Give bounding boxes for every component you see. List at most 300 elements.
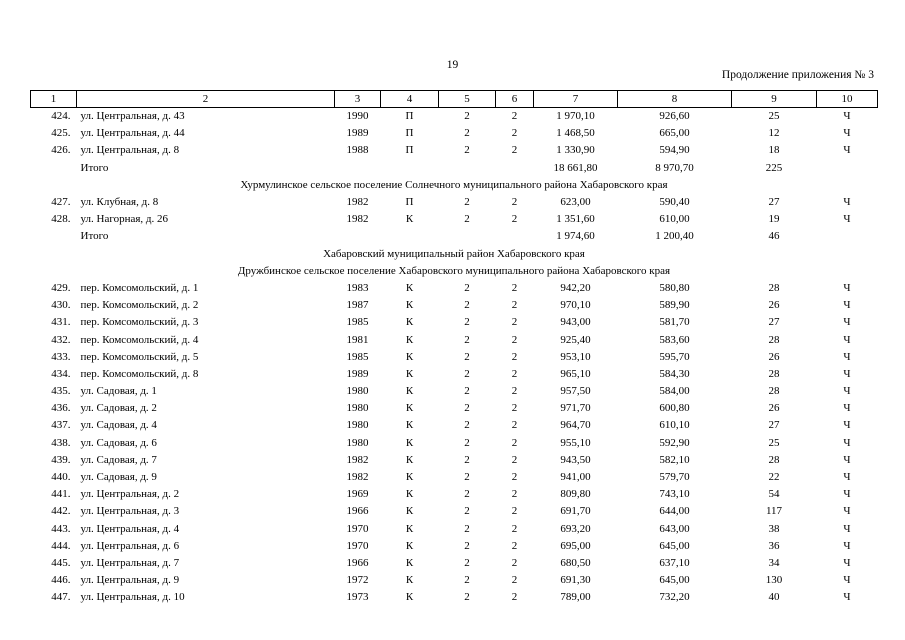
table-cell: пер. Комсомольский, д. 4 — [80, 333, 199, 346]
table-cell: 2 — [511, 591, 518, 604]
table-cell — [381, 160, 439, 177]
table-row — [31, 383, 878, 400]
table-cell: 18 — [768, 144, 780, 157]
table-cell: 442. — [51, 505, 71, 518]
table-cell: 34 — [768, 556, 780, 569]
table-cell: 2 — [464, 281, 470, 294]
table-cell: 54 — [768, 488, 780, 501]
table-cell: 2 — [464, 539, 470, 552]
table-cell: 2 — [464, 316, 470, 329]
table-row — [31, 280, 878, 297]
table-row — [31, 589, 878, 606]
table-row — [31, 435, 878, 452]
table-cell: 428. — [51, 213, 71, 226]
table-cell: 2 — [511, 144, 518, 157]
column-header: 9 — [732, 91, 817, 108]
table-row — [31, 452, 878, 469]
table-cell: Ч — [843, 385, 851, 398]
table-cell: 623,00 — [560, 196, 591, 209]
table-cell: 942,20 — [560, 281, 591, 294]
table-cell: 429. — [51, 281, 71, 294]
table-cell: 2 — [511, 471, 518, 484]
table-cell: 447. — [51, 591, 71, 604]
table-cell: 665,00 — [659, 127, 690, 140]
table-cell: ул. Садовая, д. 4 — [80, 419, 157, 432]
table-cell: 2 — [511, 402, 518, 415]
table-cell: ул. Центральная, д. 9 — [80, 574, 180, 587]
table-cell: Ч — [843, 505, 851, 518]
table-cell: 1982 — [346, 196, 369, 209]
table-cell: 8 970,70 — [655, 161, 694, 174]
section-heading-row — [31, 177, 878, 194]
table-cell: К — [405, 402, 414, 415]
table-cell: Ч — [843, 367, 851, 380]
table-cell: К — [405, 333, 414, 346]
table-cell: 439. — [51, 453, 71, 466]
table-cell: К — [405, 591, 414, 604]
table-cell: 2 — [511, 385, 518, 398]
table-cell: 2 — [464, 299, 470, 312]
appendix-caption: Продолжение приложения № 3 — [721, 69, 874, 81]
table-cell: К — [405, 574, 414, 587]
table-cell: 19 — [768, 213, 780, 226]
table-cell: 610,10 — [659, 419, 690, 432]
table-cell: К — [405, 453, 414, 466]
table-row — [31, 349, 878, 366]
table-cell: 957,50 — [560, 385, 591, 398]
table-cell: Ч — [843, 419, 851, 432]
table-cell: Ч — [843, 127, 851, 140]
table-cell: 600,80 — [659, 402, 690, 415]
table-cell: 691,30 — [560, 574, 591, 587]
column-header: 2 — [77, 91, 335, 108]
table-cell: 426. — [51, 144, 71, 157]
table-cell: К — [405, 299, 414, 312]
table-cell: 584,00 — [659, 385, 690, 398]
table-cell: пер. Комсомольский, д. 3 — [80, 316, 199, 329]
table-cell: 590,40 — [659, 196, 690, 209]
housing-table — [30, 90, 878, 606]
table-row — [31, 108, 878, 126]
table-cell: 743,10 — [659, 488, 690, 501]
table-cell: Ч — [843, 333, 851, 346]
table-cell: 2 — [511, 316, 518, 329]
table-row — [31, 521, 878, 538]
table-cell: 26 — [768, 402, 780, 415]
table-cell: П — [405, 196, 414, 209]
table-cell: 595,70 — [659, 350, 690, 363]
table-cell: К — [405, 556, 414, 569]
table-cell: 2 — [511, 556, 518, 569]
table-row — [31, 331, 878, 348]
table-cell — [335, 228, 381, 245]
table-cell: 424. — [51, 110, 71, 123]
table-cell: Ч — [843, 350, 851, 363]
table-cell: ул. Центральная, д. 6 — [80, 539, 180, 552]
table-cell: 1970 — [346, 522, 369, 535]
column-header: 1 — [31, 91, 77, 108]
table-cell: 581,70 — [659, 316, 690, 329]
table-cell: Ч — [843, 574, 851, 587]
table-cell: 2 — [511, 539, 518, 552]
table-cell: 2 — [464, 556, 470, 569]
table-cell: Ч — [843, 110, 851, 123]
table-cell — [496, 228, 534, 245]
table-cell: Ч — [843, 453, 851, 466]
column-header: 8 — [618, 91, 732, 108]
table-cell: 1969 — [346, 488, 369, 501]
column-header: 7 — [534, 91, 618, 108]
table-cell: 130 — [765, 574, 783, 587]
table-cell: 2 — [464, 488, 470, 501]
table-cell: 2 — [511, 333, 518, 346]
table-cell: ул. Садовая, д. 7 — [80, 453, 157, 466]
table-cell: 2 — [464, 385, 470, 398]
table-cell: П — [405, 110, 414, 123]
table-cell: 2 — [464, 110, 470, 123]
table-cell: 2 — [464, 453, 470, 466]
table-row — [31, 125, 878, 142]
table-cell: 1966 — [346, 505, 369, 518]
table-row — [31, 314, 878, 331]
table-cell: 2 — [464, 127, 470, 140]
table-cell: 435. — [51, 385, 71, 398]
table-cell: ул. Садовая, д. 6 — [80, 436, 157, 449]
table-cell: 2 — [511, 419, 518, 432]
table-cell: 1966 — [346, 556, 369, 569]
table-cell: 2 — [464, 471, 470, 484]
table-cell: 28 — [768, 333, 780, 346]
table-row — [31, 417, 878, 434]
table-cell: 953,10 — [560, 350, 591, 363]
table-cell: 2 — [464, 419, 470, 432]
table-cell: 444. — [51, 539, 71, 552]
table-cell: К — [405, 505, 414, 518]
table-cell: 26 — [768, 299, 780, 312]
table-cell: 1980 — [346, 385, 369, 398]
table-cell: К — [405, 436, 414, 449]
table-cell: Ч — [843, 556, 851, 569]
table-cell: 432. — [51, 333, 71, 346]
table-row — [31, 297, 878, 314]
table-cell: ул. Центральная, д. 43 — [80, 110, 185, 123]
table-cell: 584,30 — [659, 367, 690, 380]
table-cell: П — [405, 144, 414, 157]
table-cell: 925,40 — [560, 333, 591, 346]
table-cell: 2 — [511, 522, 518, 535]
table-cell: ул. Нагорная, д. 26 — [80, 213, 168, 226]
table-cell: ул. Центральная, д. 4 — [80, 522, 180, 535]
table-cell: ул. Центральная, д. 10 — [80, 591, 185, 604]
table-cell: 28 — [768, 453, 780, 466]
table-row — [31, 572, 878, 589]
table-cell: 225 — [765, 161, 783, 174]
table-cell: К — [405, 367, 414, 380]
table-cell: 732,20 — [659, 591, 690, 604]
table-cell: 27 — [768, 316, 780, 329]
table-cell: 809,80 — [560, 488, 591, 501]
table-cell: 1981 — [346, 333, 369, 346]
table-cell: К — [405, 213, 414, 226]
table-cell: 1980 — [346, 402, 369, 415]
table-cell: 645,00 — [659, 539, 690, 552]
table-cell: 441. — [51, 488, 71, 501]
table-cell: 2 — [464, 213, 470, 226]
table-row — [31, 555, 878, 572]
table-cell: 955,10 — [560, 436, 591, 449]
table-cell: 2 — [464, 333, 470, 346]
table-cell: 589,90 — [659, 299, 690, 312]
table-cell: 1 974,60 — [556, 230, 595, 243]
table-cell: ул. Центральная, д. 8 — [80, 144, 180, 157]
table-cell: 28 — [768, 385, 780, 398]
table-cell: Ч — [843, 471, 851, 484]
table-row — [31, 160, 878, 177]
table-cell: Ч — [843, 299, 851, 312]
table-cell: Итого — [80, 161, 109, 174]
table-cell: К — [405, 316, 414, 329]
table-cell: 2 — [464, 144, 470, 157]
table-cell: К — [405, 281, 414, 294]
table-cell: 971,70 — [560, 402, 591, 415]
table-cell: 40 — [768, 591, 780, 604]
table-cell — [31, 228, 77, 245]
table-cell: Ч — [843, 436, 851, 449]
table-cell: 446. — [51, 574, 71, 587]
table-cell: 1989 — [346, 127, 369, 140]
table-cell: пер. Комсомольский, д. 5 — [80, 350, 199, 363]
header-row — [31, 91, 878, 108]
table-cell: 2 — [511, 574, 518, 587]
table-row — [31, 142, 878, 159]
table-cell: ул. Центральная, д. 3 — [80, 505, 180, 518]
table-cell: пер. Комсомольский, д. 1 — [80, 281, 199, 294]
table-row — [31, 228, 878, 245]
column-header: 10 — [817, 91, 878, 108]
table-cell: 582,10 — [659, 453, 690, 466]
table-cell: 583,60 — [659, 333, 690, 346]
table-cell: 2 — [511, 127, 518, 140]
table-cell: 1988 — [346, 144, 369, 157]
table-cell: 46 — [768, 230, 780, 243]
table-cell: 1987 — [346, 299, 369, 312]
table-cell: 440. — [51, 471, 71, 484]
table-cell: 580,80 — [659, 281, 690, 294]
table-cell: 2 — [511, 453, 518, 466]
table-cell: 433. — [51, 350, 71, 363]
table-cell: 2 — [464, 505, 470, 518]
table-row — [31, 486, 878, 503]
table-cell: 680,50 — [560, 556, 591, 569]
table-cell: 645,00 — [659, 574, 690, 587]
table-row — [31, 538, 878, 555]
table-cell: 1 468,50 — [556, 127, 595, 140]
table-cell: ул. Центральная, д. 44 — [80, 127, 185, 140]
table-cell: Ч — [843, 539, 851, 552]
table-cell: Ч — [843, 316, 851, 329]
table-cell: 2 — [464, 436, 470, 449]
column-header: 5 — [439, 91, 496, 108]
table-cell: 941,00 — [560, 471, 591, 484]
table-cell: 27 — [768, 419, 780, 432]
table-cell — [817, 228, 878, 245]
table-cell: Ч — [843, 144, 851, 157]
table-cell — [335, 160, 381, 177]
table-cell: пер. Комсомольский, д. 2 — [80, 299, 199, 312]
table-cell: Ч — [843, 281, 851, 294]
table-cell — [496, 160, 534, 177]
table-cell: 2 — [464, 402, 470, 415]
table-cell: 1 970,10 — [556, 110, 595, 123]
table-cell: 1985 — [346, 350, 369, 363]
table-cell: Ч — [843, 213, 851, 226]
table-cell: 2 — [511, 505, 518, 518]
table-body — [31, 108, 878, 607]
table-cell: 1982 — [346, 453, 369, 466]
table-cell: 1982 — [346, 213, 369, 226]
table-cell: 1 351,60 — [556, 213, 595, 226]
table-row — [31, 400, 878, 417]
table-cell — [439, 228, 496, 245]
table-cell: пер. Комсомольский, д. 8 — [80, 367, 199, 380]
table-cell: ул. Центральная, д. 2 — [80, 488, 180, 501]
table-cell: 28 — [768, 281, 780, 294]
table-cell: 1970 — [346, 539, 369, 552]
table-cell: 2 — [464, 350, 470, 363]
table-cell: 592,90 — [659, 436, 690, 449]
table-cell: Ч — [843, 402, 851, 415]
table-cell: 436. — [51, 402, 71, 415]
table-cell: 22 — [768, 471, 780, 484]
table-row — [31, 194, 878, 211]
table-cell: 2 — [511, 350, 518, 363]
table-cell: 1990 — [346, 110, 369, 123]
table-cell: Ч — [843, 196, 851, 209]
table-cell: 643,00 — [659, 522, 690, 535]
table-cell: К — [405, 350, 414, 363]
table-cell: 117 — [765, 505, 783, 518]
table-cell: 1972 — [346, 574, 369, 587]
table-cell: 2 — [511, 110, 518, 123]
table-cell: 2 — [464, 367, 470, 380]
table-cell: 2 — [464, 591, 470, 604]
table-cell: 1982 — [346, 471, 369, 484]
table-cell: К — [405, 539, 414, 552]
table-cell: Итого — [80, 230, 109, 243]
table-cell: 2 — [464, 196, 470, 209]
table-cell: 1973 — [346, 591, 369, 604]
table-cell: 36 — [768, 539, 780, 552]
table-cell: 28 — [768, 367, 780, 380]
table-cell: 18 661,80 — [553, 161, 598, 174]
table-cell: 594,90 — [659, 144, 690, 157]
table-cell: 1 330,90 — [556, 144, 595, 157]
table-cell: 437. — [51, 419, 71, 432]
table-cell: 425. — [51, 127, 71, 140]
table-cell: К — [405, 385, 414, 398]
table-cell: 2 — [511, 488, 518, 501]
table-cell: 443. — [51, 522, 71, 535]
table-cell: 2 — [511, 196, 518, 209]
section-heading: Дружбинское сельское поселение Хабаровского муниципального района Хабаровского края — [237, 264, 671, 277]
column-header: 6 — [496, 91, 534, 108]
table-cell: 637,10 — [659, 556, 690, 569]
table-cell — [439, 160, 496, 177]
table-cell: К — [405, 419, 414, 432]
section-heading-row — [31, 263, 878, 280]
table-cell: 12 — [768, 127, 780, 140]
table-cell: 2 — [511, 213, 518, 226]
table-cell: ул. Садовая, д. 9 — [80, 471, 157, 484]
table-cell: 1980 — [346, 419, 369, 432]
table-cell — [31, 160, 77, 177]
table-cell: 438. — [51, 436, 71, 449]
section-heading: Хурмулинское сельское поселение Солнечного муниципального района Хабаровского края — [240, 178, 668, 191]
table-cell: ул. Центральная, д. 7 — [80, 556, 180, 569]
table-cell: 430. — [51, 299, 71, 312]
table-cell: К — [405, 522, 414, 535]
table-cell: 1989 — [346, 367, 369, 380]
table-cell: 964,70 — [560, 419, 591, 432]
table-cell: 1980 — [346, 436, 369, 449]
table-cell: ул. Садовая, д. 1 — [80, 385, 157, 398]
table-cell: К — [405, 471, 414, 484]
section-heading: Хабаровский муниципальный район Хабаровского края — [323, 247, 585, 260]
table-cell: 691,70 — [560, 505, 591, 518]
table-cell: ул. Клубная, д. 8 — [80, 196, 159, 209]
table-cell: 38 — [768, 522, 780, 535]
table-cell: 431. — [51, 316, 71, 329]
table-cell: 2 — [511, 367, 518, 380]
table-cell: 27 — [768, 196, 780, 209]
table-cell: 2 — [464, 522, 470, 535]
table-cell — [381, 228, 439, 245]
table-row — [31, 469, 878, 486]
page-number: 19 — [446, 59, 459, 71]
table-cell: 926,60 — [659, 110, 690, 123]
table-cell: 579,70 — [659, 471, 690, 484]
table-cell: 2 — [511, 436, 518, 449]
table-cell: ул. Садовая, д. 2 — [80, 402, 157, 415]
table-cell: 644,00 — [659, 505, 690, 518]
table-cell: 789,00 — [560, 591, 591, 604]
table-cell: 25 — [768, 110, 780, 123]
table-cell: 943,50 — [560, 453, 591, 466]
table-cell: 693,20 — [560, 522, 591, 535]
column-header: 4 — [381, 91, 439, 108]
table-cell: 610,00 — [659, 213, 690, 226]
table-cell: 2 — [511, 299, 518, 312]
table-cell: Ч — [843, 591, 851, 604]
table-cell: Ч — [843, 522, 851, 535]
table-cell: 427. — [51, 196, 71, 209]
table-cell — [817, 160, 878, 177]
table-cell: П — [405, 127, 414, 140]
table-cell: Ч — [843, 488, 851, 501]
table-cell: 2 — [464, 574, 470, 587]
table-cell: 965,10 — [560, 367, 591, 380]
column-header: 3 — [335, 91, 381, 108]
table-cell: 434. — [51, 367, 71, 380]
table-cell: 943,00 — [560, 316, 591, 329]
table-cell: 1985 — [346, 316, 369, 329]
table-cell: 2 — [511, 281, 518, 294]
table-row — [31, 211, 878, 228]
table-cell: 26 — [768, 350, 780, 363]
table-row — [31, 366, 878, 383]
table-cell: 1983 — [346, 281, 369, 294]
table-cell: 445. — [51, 556, 71, 569]
